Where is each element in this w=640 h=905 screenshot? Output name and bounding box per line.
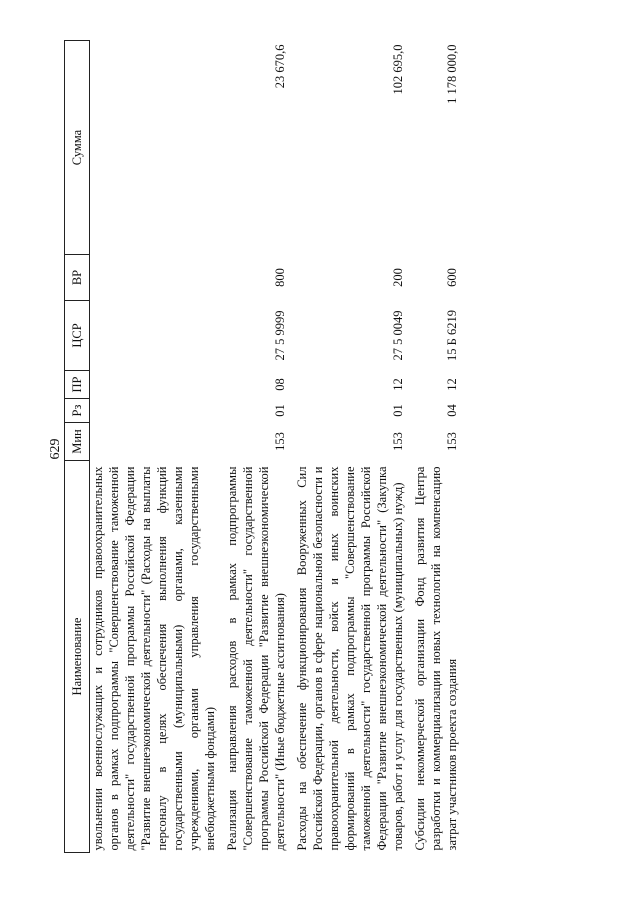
row-pr: 12 bbox=[391, 378, 405, 391]
row-vr: 200 bbox=[391, 268, 405, 287]
row-sum: 1 178 000,0 bbox=[445, 44, 459, 104]
row-vr: 600 bbox=[445, 268, 459, 287]
row-pr bbox=[90, 371, 222, 399]
header-sum: Сумма bbox=[65, 41, 90, 255]
row-csr: 15 Б 6219 bbox=[445, 310, 459, 361]
table-row bbox=[409, 41, 463, 853]
row-csr bbox=[90, 301, 222, 371]
header-min: Мин bbox=[65, 423, 90, 461]
table-row bbox=[291, 41, 409, 853]
row-sum: 102 695,0 bbox=[391, 44, 405, 95]
row-vr: 800 bbox=[273, 268, 287, 287]
header-pr: ПР bbox=[65, 371, 90, 399]
row-csr: 27 5 9999 bbox=[273, 310, 287, 361]
row-sum bbox=[90, 41, 222, 255]
header-row bbox=[65, 41, 90, 853]
budget-table bbox=[64, 40, 463, 853]
page-number: 629 bbox=[48, 438, 63, 460]
row-rz: 01 bbox=[273, 404, 287, 417]
row-min: 153 bbox=[273, 432, 287, 451]
header-vr: ВР bbox=[65, 255, 90, 301]
row-vr bbox=[90, 255, 222, 301]
header-csr: ЦСР bbox=[65, 301, 90, 371]
header-name: Наименование bbox=[65, 461, 90, 853]
row-name: увольнении военнослужащих и сотрудников правоохранительных органов в рамках подпрограммы "Совершенствование таможенной деятельности" государственной программы Российской Федерации "Развитие внешнеэкономической деятельности" (Расходы на выплаты персоналу в целях обеспечения выполнения функций государственными (муниципальными) органами, казенными учреждениями, органами управления государственными внебюджетными фондами) bbox=[91, 466, 217, 851]
row-pr: 08 bbox=[273, 378, 287, 391]
row-min: 153 bbox=[445, 432, 459, 451]
row-name: Субсидии некоммерческой организации Фонд развития Центра разработки и коммерциализации новых технологий на компенсацию затрат участников проекта создания bbox=[413, 466, 459, 851]
row-name: Расходы на обеспечение функционирования Вооруженных Сил Российской Федерации, органов в сфере национальной безопасности и правоохранительной деятельности, войск и иных воинских формирований в рамках подпрограммы "Совершенствование таможенной деятельности" государственной программы Российской Федерации "Развитие внешнеэкономической деятельности" (Закупка товаров, работ и услуг для государственных (муниципальных) нужд) bbox=[295, 466, 405, 851]
row-rz: 01 bbox=[391, 404, 405, 417]
row-min bbox=[90, 423, 222, 461]
row-csr: 27 5 0049 bbox=[391, 310, 405, 361]
row-rz: 04 bbox=[445, 404, 459, 417]
table-row bbox=[221, 41, 291, 853]
table-row bbox=[90, 41, 222, 853]
row-pr: 12 bbox=[445, 378, 459, 391]
row-min: 153 bbox=[391, 432, 405, 451]
row-rz bbox=[90, 399, 222, 423]
row-sum: 23 670,6 bbox=[273, 44, 287, 89]
header-rz: Рз bbox=[65, 399, 90, 423]
row-name: Реализация направления расходов в рамках подпрограммы "Совершенствование таможенной деятельности" государственной программы Российской Федерации "Развитие внешнеэкономической деятельности" (Иные бюджетные ассигнования) bbox=[225, 466, 287, 851]
